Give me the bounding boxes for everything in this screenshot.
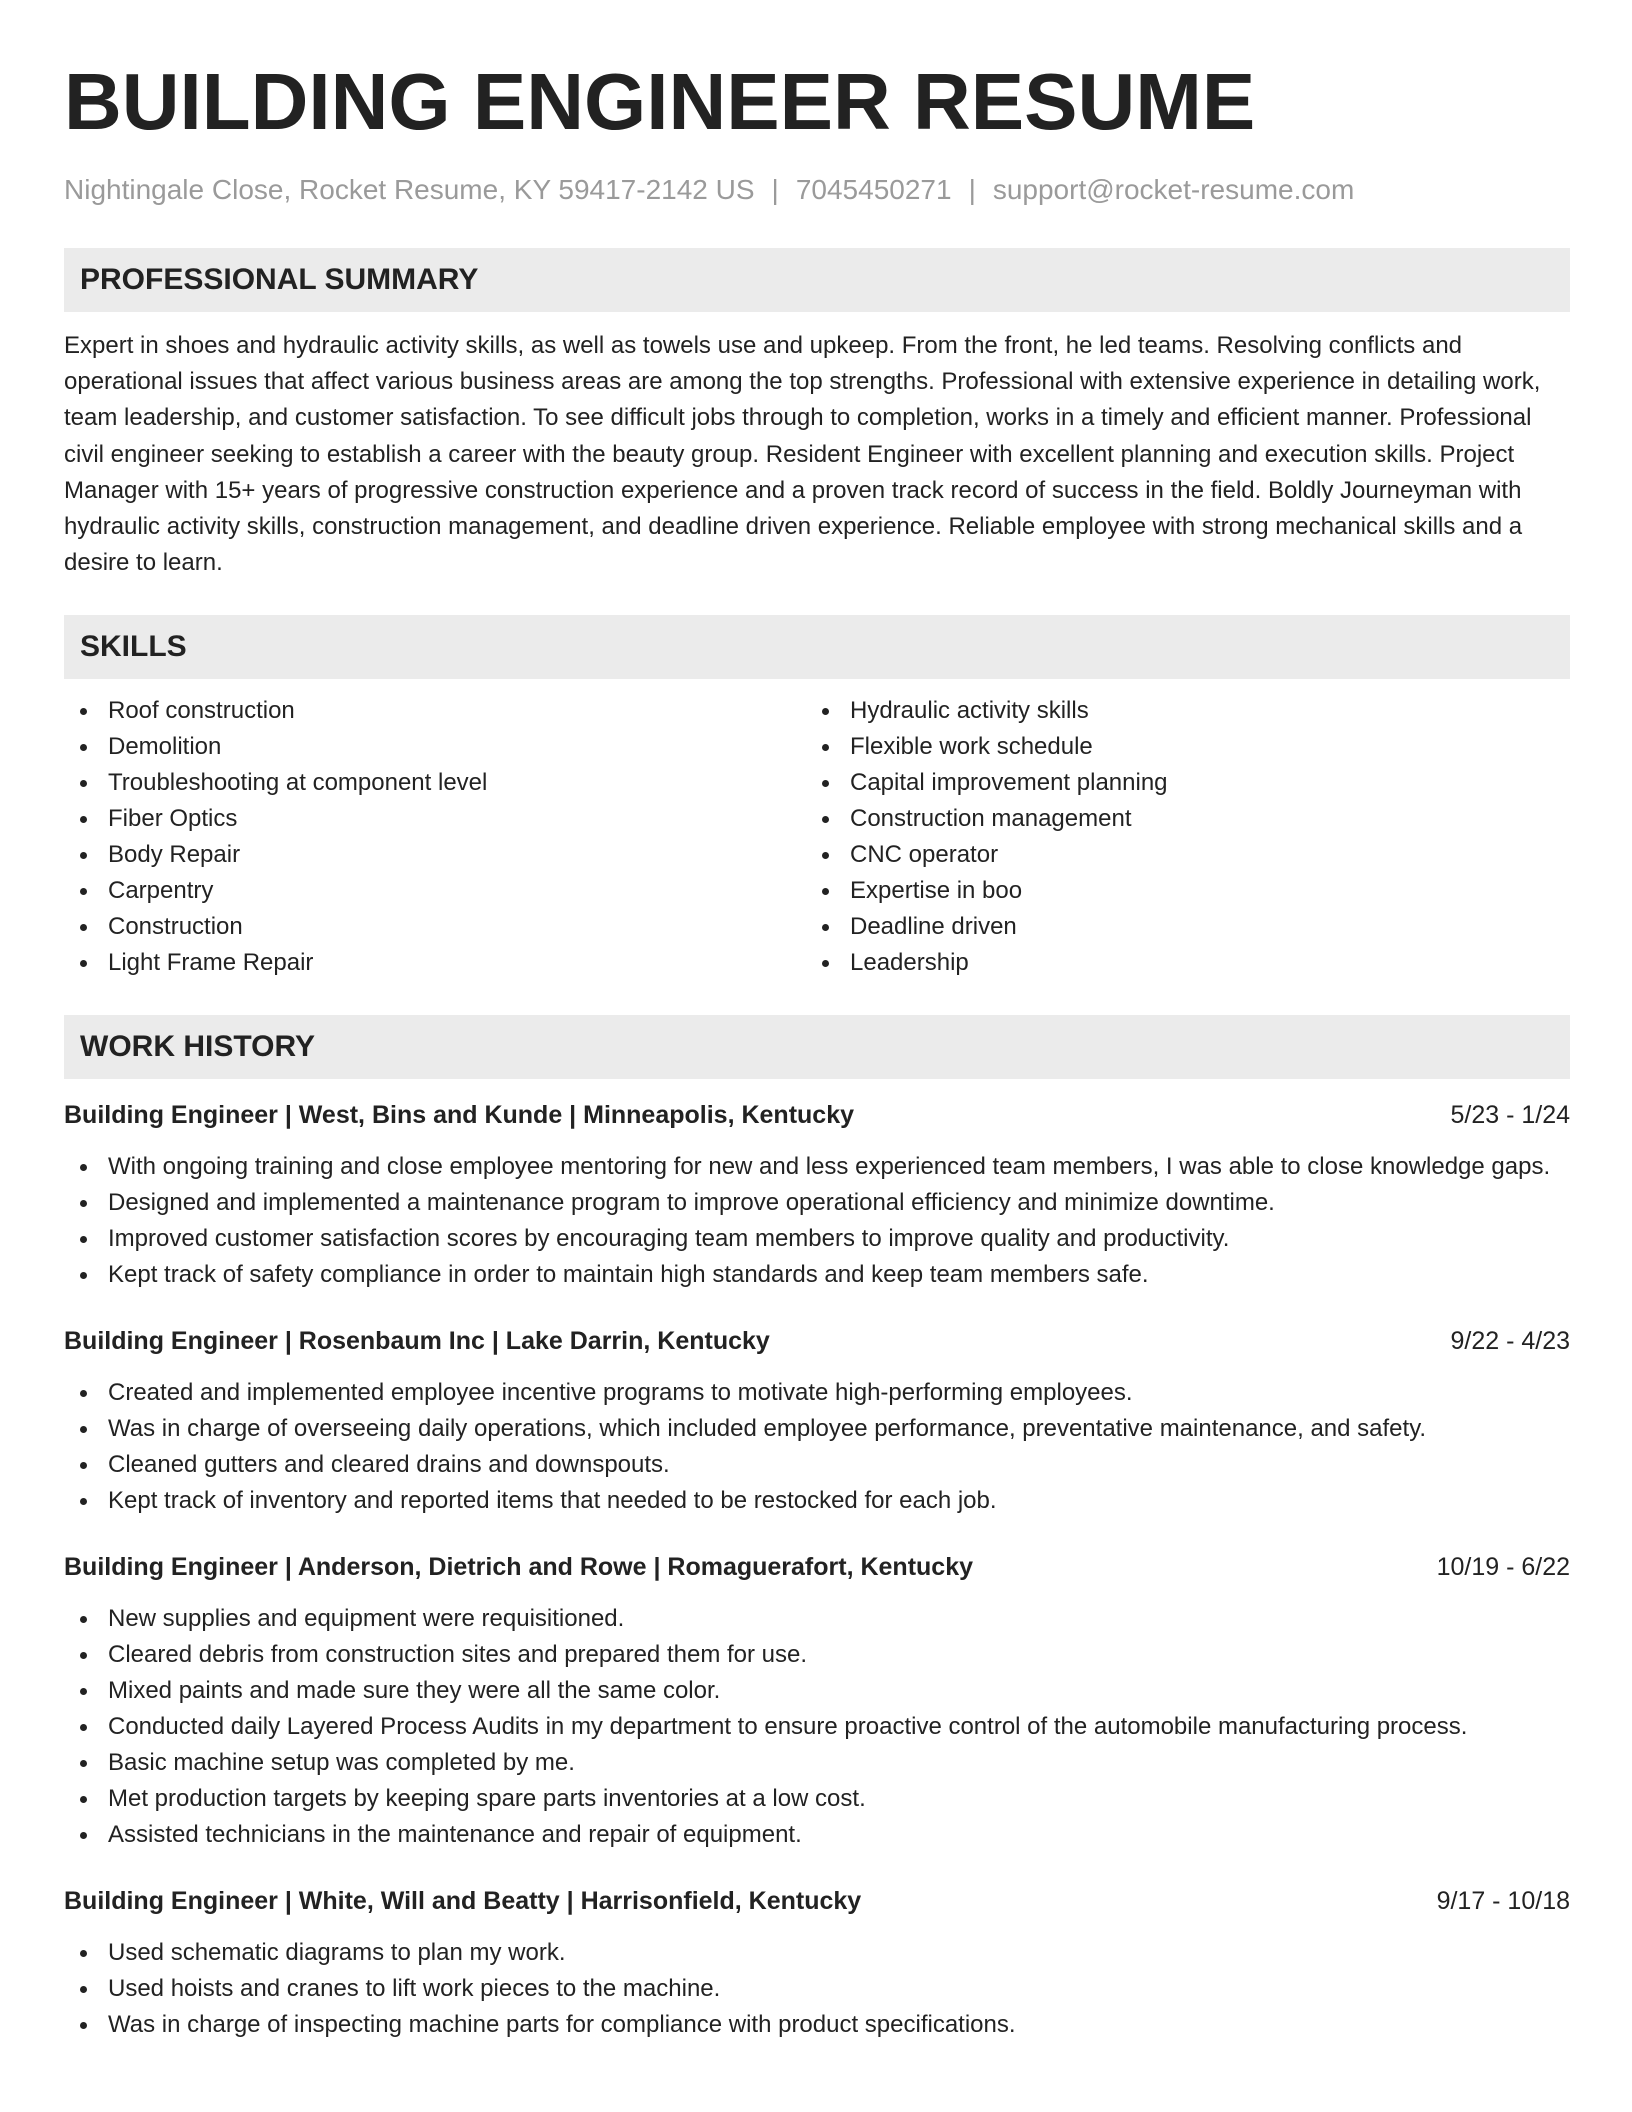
skill-item: Roof construction xyxy=(64,693,806,729)
skill-item: Capital improvement planning xyxy=(806,765,1548,801)
skill-item: Fiber Optics xyxy=(64,801,806,837)
job-bullet: Conducted daily Layered Process Audits in my department to ensure proactive control of the automobile manufacturing process. xyxy=(64,1709,1570,1745)
job-bullet: Cleared debris from construction sites and prepared them for use. xyxy=(64,1637,1570,1673)
job-bullet: Mixed paints and made sure they were all the same color. xyxy=(64,1673,1570,1709)
contact-separator: | xyxy=(771,174,779,205)
section-header-summary: PROFESSIONAL SUMMARY xyxy=(64,248,1570,312)
skill-item: Construction xyxy=(64,909,806,945)
job-dates: 10/19 - 6/22 xyxy=(1436,1553,1570,1582)
skill-item: Expertise in boo xyxy=(806,873,1548,909)
job-dates: 9/17 - 10/18 xyxy=(1436,1887,1570,1916)
job-bullet: Kept track of safety compliance in order to maintain high standards and keep team members safe. xyxy=(64,1257,1570,1293)
job-bullet: Designed and implemented a maintenance program to improve operational efficiency and minimize downtime. xyxy=(64,1185,1570,1221)
job-title: Building Engineer | White, Will and Beatty | Harrisonfield, Kentucky xyxy=(64,1887,862,1916)
skill-item: Flexible work schedule xyxy=(806,729,1548,765)
skill-item: Light Frame Repair xyxy=(64,945,806,981)
job-entry xyxy=(64,1549,1570,1853)
skill-item: Troubleshooting at component level xyxy=(64,765,806,801)
job-bullets xyxy=(64,1935,1570,2043)
job-header xyxy=(64,1549,1570,1585)
skills-grid xyxy=(64,693,1570,981)
contact-separator: | xyxy=(968,174,976,205)
job-entry xyxy=(64,1883,1570,2043)
job-bullet: New supplies and equipment were requisitioned. xyxy=(64,1601,1570,1637)
section-header-skills: SKILLS xyxy=(64,615,1570,679)
job-bullet: Created and implemented employee incentive programs to motivate high-performing employees. xyxy=(64,1375,1570,1411)
job-bullets xyxy=(64,1375,1570,1519)
job-dates: 9/22 - 4/23 xyxy=(1450,1327,1570,1356)
contact-phone: 7045450271 xyxy=(795,174,952,205)
job-title: Building Engineer | Anderson, Dietrich and Rowe | Romaguerafort, Kentucky xyxy=(64,1553,974,1582)
skill-item: CNC operator xyxy=(806,837,1548,873)
skill-item: Leadership xyxy=(806,945,1548,981)
job-bullet: Assisted technicians in the maintenance and repair of equipment. xyxy=(64,1817,1570,1853)
job-title: Building Engineer | Rosenbaum Inc | Lake Darrin, Kentucky xyxy=(64,1327,770,1356)
job-entry xyxy=(64,1097,1570,1293)
job-bullet: With ongoing training and close employee mentoring for new and less experienced team members, I was able to close knowledge gaps. xyxy=(64,1149,1570,1185)
job-bullet: Used hoists and cranes to lift work pieces to the machine. xyxy=(64,1971,1570,2007)
job-header xyxy=(64,1323,1570,1359)
skill-item: Demolition xyxy=(64,729,806,765)
job-bullet: Cleaned gutters and cleared drains and downspouts. xyxy=(64,1447,1570,1483)
skill-item: Construction management xyxy=(806,801,1548,837)
job-bullet: Met production targets by keeping spare parts inventories at a low cost. xyxy=(64,1781,1570,1817)
job-header xyxy=(64,1097,1570,1133)
job-header xyxy=(64,1883,1570,1919)
contact-line xyxy=(64,172,1570,208)
job-dates: 5/23 - 1/24 xyxy=(1450,1101,1570,1130)
skills-column-right xyxy=(806,693,1548,981)
contact-address: Nightingale Close, Rocket Resume, KY 59417-2142 US xyxy=(64,174,755,205)
skill-item: Deadline driven xyxy=(806,909,1548,945)
contact-email: support@rocket-resume.com xyxy=(992,174,1355,205)
resume-title: BUILDING ENGINEER RESUME xyxy=(64,57,1256,146)
job-bullets xyxy=(64,1601,1570,1853)
job-bullet: Was in charge of overseeing daily operations, which included employee performance, preventative maintenance, and safety. xyxy=(64,1411,1570,1447)
section-header-work-history: WORK HISTORY xyxy=(64,1015,1570,1079)
skill-item: Carpentry xyxy=(64,873,806,909)
job-bullet: Improved customer satisfaction scores by encouraging team members to improve quality and productivity. xyxy=(64,1221,1570,1257)
job-bullet: Was in charge of inspecting machine parts for compliance with product specifications. xyxy=(64,2007,1570,2043)
skill-item: Hydraulic activity skills xyxy=(806,693,1548,729)
job-title: Building Engineer | West, Bins and Kunde | Minneapolis, Kentucky xyxy=(64,1101,855,1130)
job-bullet: Used schematic diagrams to plan my work. xyxy=(64,1935,1570,1971)
job-bullet: Basic machine setup was completed by me. xyxy=(64,1745,1570,1781)
job-bullets xyxy=(64,1149,1570,1293)
skills-column-left xyxy=(64,693,806,981)
summary-text: Expert in shoes and hydraulic activity skills, as well as towels use and upkeep. From the front, he led teams. Resolving conflicts and operational issues that affect various business areas are among the top strengths. Professional with extensive experience in detailing work, team leadership, and customer satisfaction. To see difficult jobs through to completion, works in a timely and efficient manner. Professional civil engineer seeking to establish a career with the beauty group. Resident Engineer with excellent planning and execution skills. Project Manager with 15+ years of progressive construction experience and a proven track record of success in the field. Boldly Journeyman with hydraulic activity skills, construction management, and deadline driven experience. Reliable employee with strong mechanical skills and a desire to learn. xyxy=(64,332,1541,577)
job-bullet: Kept track of inventory and reported items that needed to be restocked for each job. xyxy=(64,1483,1570,1519)
skill-item: Body Repair xyxy=(64,837,806,873)
job-entry xyxy=(64,1323,1570,1519)
